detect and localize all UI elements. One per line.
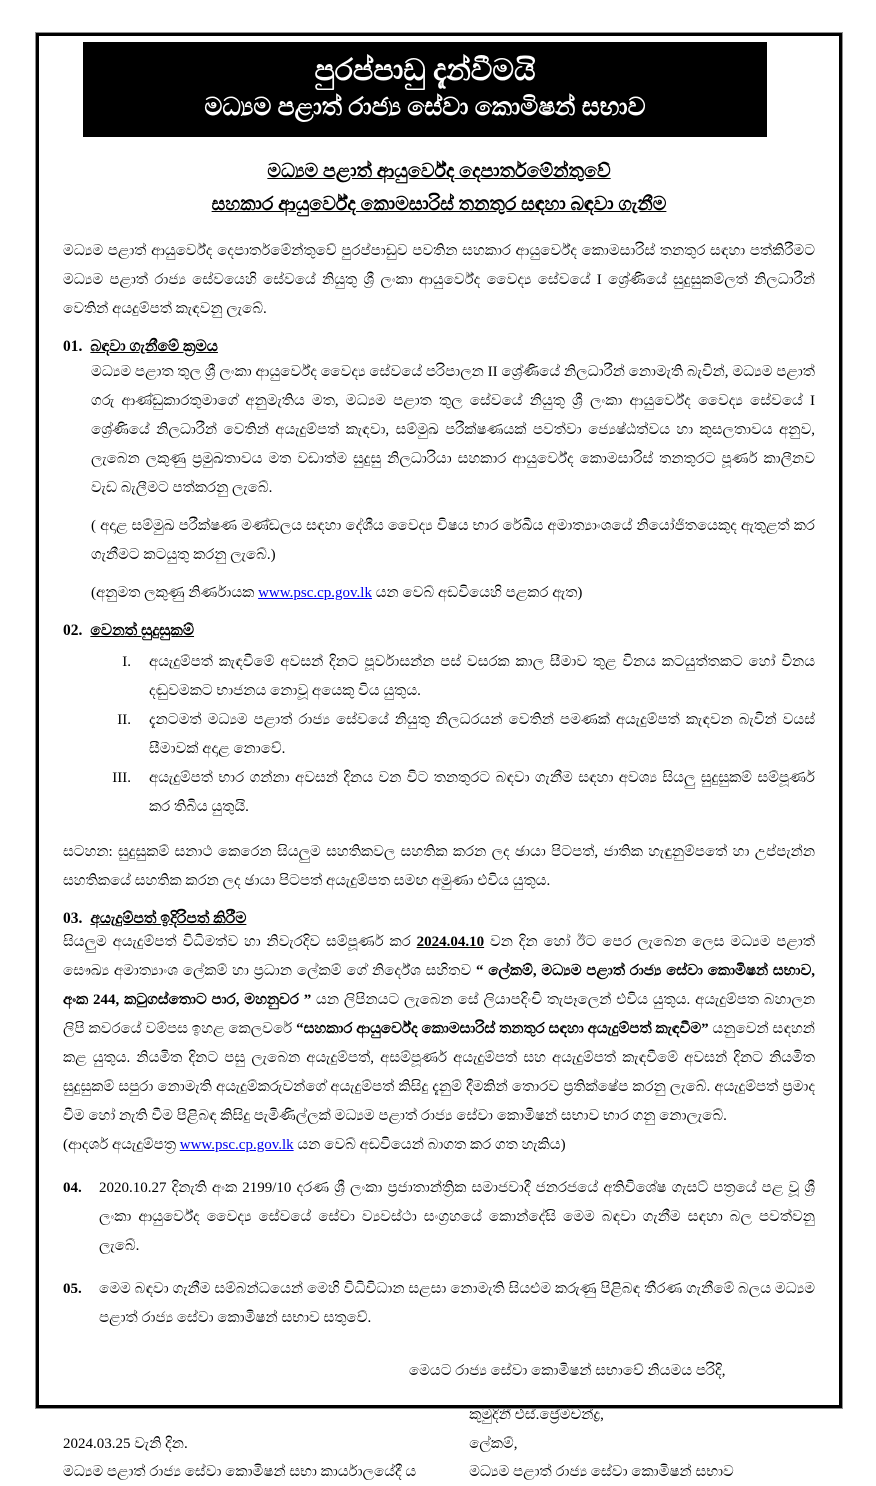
- note-paragraph: සටහන: සුදුසුකම් සනාථ කෙරෙන සියලුම සහතිකවල සහතික කරන ලද ඡායා පිටපත්, ජාතික හැඳුනුම්පතේ හා උප්පැන්න සහතිකයේ සහතික කරන ලද ඡායා පිටපත් අයැදුම්පත සමඟ අමුණා එවිය යුතුය.: [63, 844, 815, 889]
- section-01-number: 01.: [63, 338, 83, 355]
- by-order-line: මෙයට රාජ්‍ය සේවා කොමිෂන් සභාවේ නියමය පරිදි,: [408, 1363, 726, 1379]
- signatory-name: කුමුදිනී එස්.ප්‍රේමචන්ද්‍ර,: [469, 1407, 604, 1423]
- list-item-text: අයැදුම්පත් භාර ගන්නා අවසන් දිනය වන විට තනතුරට බඳවා ගැනීම සඳහා අවශ්‍ය සියලු සුදුසුකම් සම්පූර්ණ කර තිබිය යුතුයි.: [149, 770, 815, 815]
- text-segment: වන දින හෝ ඊට පෙර ලැබෙන ලෙස මධ්‍යම පළාත් සෞඛ්‍ය අමාත්‍යාංශ ලේකම් හා ප්‍රධාන ලේකම් ගේ නිර්දේශ සහිතව: [63, 934, 815, 979]
- text-segment: “සහකාර ආයුර්වේද කොමසාරිස් තනතුර සඳහා අයැදුම්පත් කැඳවීම”: [296, 1021, 709, 1037]
- list-item-numeral: III.: [112, 770, 131, 786]
- text-segment: (ආදර්ශ අයැදුම්පත්‍ර: [63, 1137, 180, 1153]
- section-02-title: වෙනත් සුදුසුකම්: [90, 622, 195, 639]
- text-segment: යනුවෙන් සඳහන් කළ යුතුය. නියමිත දිනට පසු ලැබෙන අයැදුම්පත්, අසම්පූර්ණ අයැදුම්පත් සහ අයැදුම්පත් කැඳවීමේ අවසන් දිනට නියමිත සුදුසුකම් සපුරා නොමැති අයැදුම්කරුවන්ගේ අයැදුම්පත් කිසිදු දැනුම් දීමකින් තොරව ප්‍රතික්ෂේප කරනු ලැබේ. අයැදුම්පත් ප්‍රමාද වීම හෝ නැති වීම පිළිබඳ කිසිදු පැමිණිල්ලක් මධ්‍යම පළාත් රාජ්‍ය සේවා කොමිෂන් සභාව භාර ගනු නොලැබේ.: [63, 1021, 815, 1124]
- item-04: [63, 1174, 815, 1261]
- section-03-number: 03.: [63, 910, 83, 927]
- section-03-body: [63, 928, 815, 1131]
- section-02-heading: [63, 622, 815, 640]
- section-02-number: 02.: [63, 622, 83, 639]
- section-01-title: බඳවා ගැනීමේ ක්‍රමය: [90, 338, 218, 355]
- item-05-number: 05.: [63, 1281, 82, 1297]
- list-item-text: දැනටමත් මධ්‍යම පළාත් රාජ්‍ය සේවයේ නියුතු නිලධරයන් වෙතින් පමණක් අයැදුම්පත් කැඳවන බැවින් වයස් සීමාවක් අදාළ නොවේ.: [149, 712, 815, 757]
- item-04-number: 04.: [63, 1180, 82, 1196]
- section-01-note-marking-scheme: [91, 579, 815, 608]
- section-03-note-specimen-form: [63, 1131, 815, 1160]
- section-01-heading: [63, 338, 815, 356]
- banner-title: පුරප්පාඩු දැන්වීමයි: [314, 54, 536, 87]
- issue-date: 2024.03.25 වැනි දින.: [63, 1436, 188, 1452]
- intro-paragraph: මධ්‍යම පළාත් ආයුර්වේද දෙපාර්තමේන්තුවේ පුරප්පාඩුව පවතින සහකාර ආයුර්වේද කොමසාරිස් තනතුර සඳහා පත්කිරීමට මධ්‍යම පළාත් රාජ්‍ය සේවයෙහි සේවයේ නියුතු ශ්‍රී ලංකා ආයුර්වේද වෛද්‍ය සේවයේ I ශ්‍රේණියේ සුදුසුකම්ලත් නිලධාරීන් වෙතින් අයදුම්පත් කැඳවනු ලැබේ.: [63, 243, 815, 317]
- section-02: [63, 622, 815, 822]
- section-01-body: මධ්‍යම පළාත තුල ශ්‍රී ලංකා ආයුර්වේද වෛද්‍ය සේවයේ පරිපාලන II ශ්‍රේණියේ නිලධාරීන් නොමැති බැවින්, මධ්‍යම පළාත් ගරු ආණ්ඩුකාරතුමාගේ අනුමැතිය මත, මධ්‍යම පළාත තුල සේවයේ නියුතු ශ්‍රී ලංකා ආයුර්වේද වෛද්‍ය සේවයේ I ශ්‍රේණියේ නිලධාරීන් වෙතින් අයැදුම්පත් කැඳවා, සම්මුඛ පරීක්ෂණයක් පවත්වා ජ්‍යෙෂ්ඨත්වය හා කුසලතාවය අනුව, ලැබෙන ලකුණු ප්‍රමුඛතාවය මත වඩාත්ම සුදුසු නිලධාරියා සහකාර ආයුර්වේද කොමසාරිස් තනතුරට පූර්ණ කාලීනව වැඩ බැලීමට පත්කරනු ලැබේ.: [91, 364, 815, 496]
- section-03: [63, 910, 815, 1160]
- item-04-text: 2020.10.27 දිනැති අංක 2199/10 දරණ ශ්‍රී ලංකා ප්‍රජාතාන්ත්‍රික සමාජවාදී ජනරජයේ අතිවිශේෂ ගැසට් පත්‍රයේ පළ වූ ශ්‍රී ලංකා ආයුර්වේද වෛද්‍ය සේවයේ සේවා ව්‍යවස්ථා සංග්‍රහයේ කොන්දේසි මෙම බඳවා ගැනීම සඳහා බල පවත්වනු ලැබේ.: [99, 1180, 815, 1254]
- text-segment: යන වෙබ් අඩවියෙහි පළකර ඇත): [371, 585, 583, 601]
- psc-website-link[interactable]: www.psc.cp.gov.lk: [258, 585, 372, 601]
- signature-block: [63, 1357, 815, 1486]
- signatory-post: ලේකම්,: [469, 1436, 518, 1452]
- text-segment: සියලුම අයැදුම්පත් විධිමත්ව හා නිවැරදිව සම්පූර්ණ කර: [63, 934, 417, 950]
- section-03-heading: [63, 910, 815, 928]
- section-01: [63, 338, 815, 608]
- item-05-text: මෙම බඳවා ගැනීම සම්බන්ධයෙන් මෙහි විධිවිධාන සළසා නොමැති සියළුම කරුණු පිළිබඳ තීරණ ගැනීමේ බලය මධ්‍යම පළාත් රාජ්‍ය සේවා කොමිෂන් සභාව සතුවේ.: [99, 1281, 815, 1326]
- text-segment: යන ලිපිනයට ලැබෙන සේ ලියාපදිංචි තැපෑලෙන් එවිය යුතුය. අයැදුම්පත බහාලන ලිපි කවරයේ වම්පස ඉහළ කෙලවරේ: [63, 992, 815, 1037]
- footer-columns: [63, 1401, 815, 1486]
- signatory-organization: මධ්‍යම පළාත් රාජ්‍ය සේවා කොමිෂන් සභාව: [469, 1464, 734, 1480]
- list-item-numeral: II.: [117, 712, 131, 728]
- list-item: [97, 706, 815, 764]
- list-item-text: අයැදුම්පත් කැඳවීමේ අවසන් දිනට පූර්වාසන්න පස් වසරක කාල සීමාව තුළ විනය කටයුත්තකට හෝ විනය දඬුවමකට භාජනය නොවූ අයෙකු විය යුතුය.: [149, 654, 815, 699]
- qualification-list: [97, 648, 815, 822]
- subtitle-line-1: මධ්‍යම පළාත් ආයුර්වේද දෙපාර්තමේන්තුවේ: [267, 161, 611, 182]
- list-item: [97, 648, 815, 706]
- text-segment: යන වෙබ් අඩවියෙන් බාගත කර ගත හැකිය): [293, 1137, 566, 1153]
- subtitle-line-2: සහකාර ආයුර්වේද කොමසාරිස් තනතුර සඳහා බඳවා ගැනීම: [211, 194, 667, 215]
- list-item-numeral: I.: [122, 654, 131, 670]
- section-01-note-interview-board: ( අදාළ සම්මුඛ පරීක්ෂණ මණ්ඩලය සඳහා දේශීය වෛද්‍ය විෂය භාර රේඛීය අමාත්‍යාංශයේ නියෝජිතයෙකුද ඇතුළත් කර ගැනීමට කටයුතු කරනු ලැබේ.): [91, 518, 815, 563]
- text-segment: “ ලේකම්, මධ්‍යම පළාත් රාජ්‍ය සේවා කොමිෂන් සභාව, අංක 244, කටුගස්තොට පාර, මහනුවර ”: [63, 963, 815, 1008]
- document-subtitle: [63, 155, 815, 221]
- date-place-block: [63, 1430, 416, 1486]
- document-frame: [36, 33, 842, 1480]
- item-05: [63, 1275, 815, 1333]
- psc-website-link[interactable]: www.psc.cp.gov.lk: [179, 1137, 294, 1153]
- banner-organization: මධ්‍යම පළාත් රාජ්‍ය සේවා කොමිෂන් සභාව: [204, 94, 646, 121]
- list-item: [97, 764, 815, 822]
- issue-place: මධ්‍යම පළාත් රාජ්‍ය සේවා කොමිෂන් සභා කාර්යාලයේදී ය: [63, 1464, 417, 1480]
- text-segment: (අනුමත ලකුණු නිර්ණායක: [91, 585, 259, 601]
- header-banner: [83, 42, 767, 137]
- signatory-block: [469, 1401, 815, 1486]
- text-segment: 2024.04.10: [416, 934, 485, 950]
- section-03-title: අයැදුම්පත් ඉදිරිපත් කිරීම: [90, 910, 247, 927]
